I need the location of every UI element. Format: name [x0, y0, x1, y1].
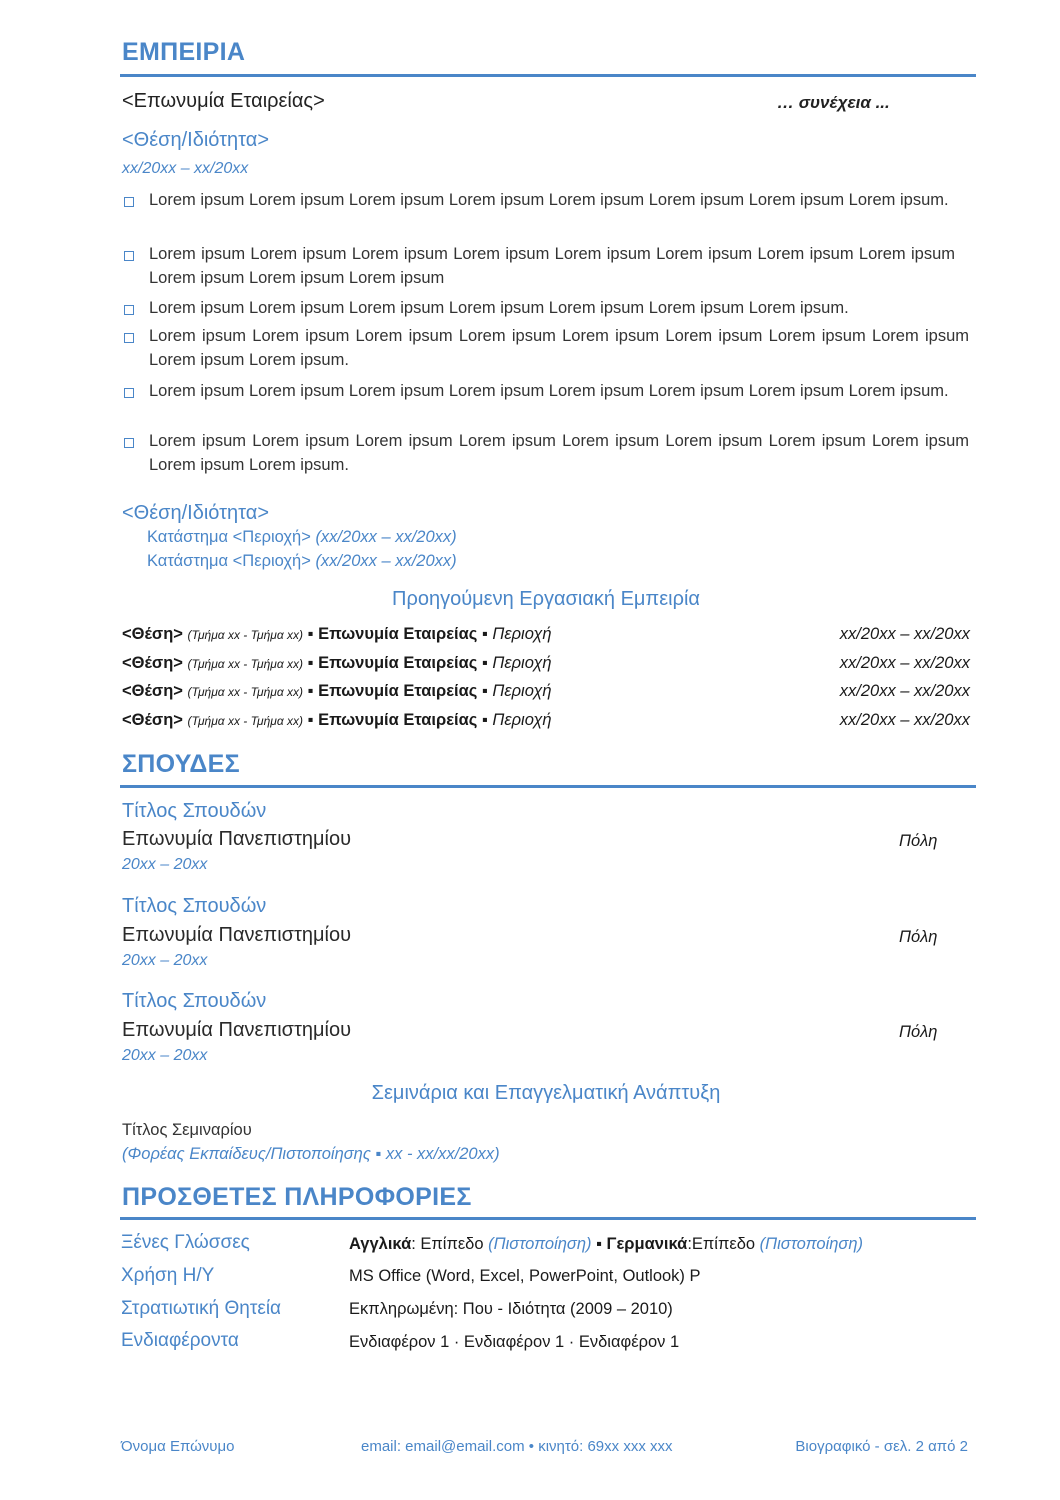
previous-experience-heading: Προηγούμενη Εργασιακή Εμπειρία: [392, 588, 700, 610]
lang-2-level: :Επίπεδο: [687, 1235, 760, 1253]
prev-dept: (Τμήμα xx - Τμήμα xx): [187, 714, 304, 728]
education-heading: ΣΠΟΥΔΕΣ: [122, 750, 240, 778]
degree-dates: 20xx – 20xx: [122, 1047, 208, 1064]
prev-company: Επωνυμία Εταιρείας: [318, 625, 478, 643]
continued-label: … συνέχεια ...: [777, 93, 890, 112]
footer-name: Όνομα Επώνυμο: [121, 1438, 235, 1455]
seminars-heading: Σεμινάρια και Επαγγελματική Ανάπτυξη: [371, 1082, 721, 1104]
degree-title: Τίτλος Σπουδών: [122, 990, 267, 1012]
store-line-1: [147, 528, 457, 547]
prev-company: Επωνυμία Εταιρείας: [318, 711, 478, 729]
prev-dept: (Τμήμα xx - Τμήμα xx): [187, 657, 304, 671]
degree-dates: 20xx – 20xx: [122, 952, 208, 969]
separator: ▪: [591, 1235, 607, 1253]
experience-rule: [120, 74, 976, 77]
degree-title: Τίτλος Σπουδών: [122, 895, 267, 917]
seminar-title: Τίτλος Σεμιναρίου: [122, 1121, 252, 1139]
footer-page-number: Βιογραφικό - σελ. 2 από 2: [795, 1438, 968, 1455]
military-label: Στρατιωτική Θητεία: [121, 1298, 282, 1319]
footer-contact: email: email@email.com • κινητό: 69xx xxx xxx: [361, 1438, 673, 1455]
prev-position: <Θέση>: [122, 682, 183, 700]
prev-company: Επωνυμία Εταιρείας: [318, 682, 478, 700]
bullet-text-5: Lorem ipsum Lorem ipsum Lorem ipsum Lorem ipsum Lorem ipsum Lorem ipsum Lorem ipsum Lorem ipsum.: [149, 382, 949, 400]
store-dates: (xx/20xx – xx/20xx): [315, 528, 457, 546]
bullet-icon: [124, 197, 134, 207]
languages-value: [349, 1235, 863, 1254]
prev-dept: (Τμήμα xx - Τμήμα xx): [187, 685, 304, 699]
lang-2-name: Γερμανικά: [606, 1235, 688, 1253]
experience-heading: ΕΜΠΕΙΡΙΑ: [122, 38, 246, 66]
bullet-text-6: Lorem ipsum Lorem ipsum Lorem ipsum Lorem ipsum Lorem ipsum Lorem ipsum Lorem ipsum Lorem ipsum Lorem ipsum Lorem ipsum.: [149, 432, 969, 474]
bullet-text-1: Lorem ipsum Lorem ipsum Lorem ipsum Lorem ipsum Lorem ipsum Lorem ipsum Lorem ipsum Lorem ipsum.: [149, 191, 949, 209]
university-city: Πόλη: [899, 928, 938, 946]
store-name: Κατάστημα <Περιοχή>: [147, 552, 311, 570]
prev-area: Περιοχή: [492, 682, 552, 700]
prev-dates: xx/20xx – xx/20xx: [839, 711, 970, 729]
bullet-icon: [124, 251, 134, 261]
prev-area: Περιοχή: [492, 654, 552, 672]
previous-row: <Θέση> (Τμήμα xx - Τμήμα xx) ▪ Επωνυμία Εταιρείας ▪ Περιοχή xx/20xx – xx/20xx: [122, 625, 970, 643]
position-title-1: <Θέση/Ιδιότητα>: [122, 129, 270, 151]
lang-1-name: Αγγλικά: [349, 1235, 412, 1253]
university-city: Πόλη: [899, 832, 938, 850]
previous-row: <Θέση> (Τμήμα xx - Τμήμα xx) ▪ Επωνυμία Εταιρείας ▪ Περιοχή xx/20xx – xx/20xx: [122, 654, 970, 672]
computer-label: Χρήση Η/Υ: [121, 1265, 215, 1286]
prev-position: <Θέση>: [122, 625, 183, 643]
bullet-icon: [124, 333, 134, 343]
prev-area: Περιοχή: [492, 711, 552, 729]
degree-title: Τίτλος Σπουδών: [122, 800, 267, 822]
previous-row: <Θέση> (Τμήμα xx - Τμήμα xx) ▪ Επωνυμία Εταιρείας ▪ Περιοχή xx/20xx – xx/20xx: [122, 682, 970, 700]
university-name: Επωνυμία Πανεπιστημίου: [122, 1019, 352, 1041]
bullet-icon: [124, 388, 134, 398]
prev-position: <Θέση>: [122, 711, 183, 729]
prev-company: Επωνυμία Εταιρείας: [318, 654, 478, 672]
additional-heading: ΠΡΟΣΘΕΤΕΣ ΠΛΗΡΟΦΟΡΙΕΣ: [122, 1183, 472, 1211]
store-name: Κατάστημα <Περιοχή>: [147, 528, 311, 546]
position-title-2: <Θέση/Ιδιότητα>: [122, 502, 270, 524]
store-dates: (xx/20xx – xx/20xx): [315, 552, 457, 570]
degree-dates: 20xx – 20xx: [122, 856, 208, 873]
bullet-icon: [124, 438, 134, 448]
position-dates-1: xx/20xx – xx/20xx: [122, 160, 249, 177]
education-rule: [120, 785, 976, 788]
prev-dates: xx/20xx – xx/20xx: [839, 625, 970, 643]
bullet-icon: [124, 305, 134, 315]
lang-2-cert: (Πιστοποίηση): [759, 1235, 864, 1253]
prev-dates: xx/20xx – xx/20xx: [839, 654, 970, 672]
prev-dates: xx/20xx – xx/20xx: [839, 682, 970, 700]
interests-label: Ενδιαφέροντα: [121, 1330, 239, 1351]
additional-rule: [120, 1217, 976, 1220]
bullet-text-4: Lorem ipsum Lorem ipsum Lorem ipsum Lorem ipsum Lorem ipsum Lorem ipsum Lorem ipsum Lorem ipsum Lorem ipsum Lorem ipsum.: [149, 327, 969, 369]
previous-row: <Θέση> (Τμήμα xx - Τμήμα xx) ▪ Επωνυμία Εταιρείας ▪ Περιοχή xx/20xx – xx/20xx: [122, 711, 970, 729]
company-name: <Επωνυμία Εταιρείας>: [122, 90, 325, 112]
store-line-2: [147, 552, 457, 571]
university-name: Επωνυμία Πανεπιστημίου: [122, 924, 352, 946]
lang-1-level: : Επίπεδο: [411, 1235, 489, 1253]
seminar-detail: (Φορέας Εκπαίδευς/Πιστοποίησης ▪ xx - xx/xx/20xx): [122, 1145, 500, 1163]
prev-position: <Θέση>: [122, 654, 183, 672]
prev-area: Περιοχή: [492, 625, 552, 643]
military-value: Εκπληρωμένη: Που - Ιδιότητα (2009 – 2010): [349, 1300, 673, 1318]
computer-value: MS Office (Word, Excel, PowerPoint, Outlook) P: [349, 1267, 701, 1285]
prev-dept: (Τμήμα xx - Τμήμα xx): [187, 628, 304, 642]
university-name: Επωνυμία Πανεπιστημίου: [122, 828, 352, 850]
interests-value: Ενδιαφέρον 1 · Ενδιαφέρον 1 · Ενδιαφέρον 1: [349, 1333, 680, 1351]
lang-1-cert: (Πιστοποίηση): [488, 1235, 592, 1253]
languages-label: Ξένες Γλώσσες: [121, 1232, 250, 1253]
bullet-text-2: Lorem ipsum Lorem ipsum Lorem ipsum Lorem ipsum Lorem ipsum Lorem ipsum Lorem ipsum Lorem ipsum Lorem ipsum Lorem ipsum Lorem ipsum: [149, 245, 955, 287]
bullet-text-3: Lorem ipsum Lorem ipsum Lorem ipsum Lorem ipsum Lorem ipsum Lorem ipsum Lorem ipsum.: [149, 299, 849, 317]
university-city: Πόλη: [899, 1023, 938, 1041]
